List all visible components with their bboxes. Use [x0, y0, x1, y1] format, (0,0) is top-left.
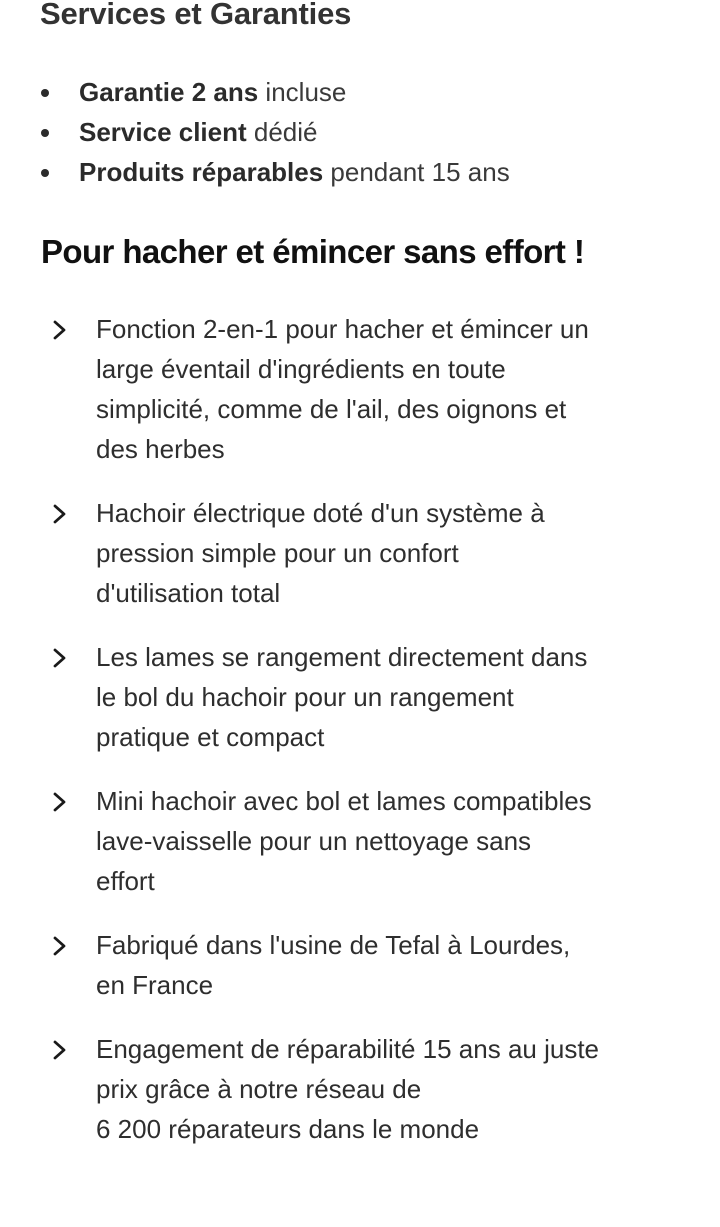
chevron-right-icon [50, 792, 70, 812]
service-item-warranty [0, 72, 720, 112]
chevron-right-icon [50, 1040, 70, 1060]
feature-line: effort [96, 866, 155, 896]
feature-line: Hachoir électrique doté d'un système à [96, 498, 545, 528]
bullet-dot-icon [41, 129, 49, 137]
chevron-right-icon [50, 936, 70, 956]
service-item-rest: pendant 15 ans [323, 157, 510, 187]
feature-line: d'utilisation total [96, 578, 281, 608]
feature-line: Les lames se rangement directement dans [96, 642, 588, 672]
feature-text [96, 1029, 686, 1149]
feature-line: prix grâce à notre réseau de [96, 1074, 422, 1104]
service-item-text [79, 72, 346, 112]
feature-line: Mini hachoir avec bol et lames compatibles [96, 786, 592, 816]
service-item-customer-service [0, 112, 720, 152]
bullet-dot-icon [41, 89, 49, 97]
feature-line: pratique et compact [96, 722, 325, 752]
feature-text [96, 781, 686, 901]
feature-line: des herbes [96, 434, 225, 464]
feature-text [96, 925, 686, 1005]
service-item-bold: Garantie 2 ans [79, 77, 259, 107]
feature-text [96, 493, 686, 613]
feature-line: Fabriqué dans l'usine de Tefal à Lourdes, [96, 930, 571, 960]
services-list [0, 72, 720, 192]
feature-line: Fonction 2-en-1 pour hacher et émincer un [96, 314, 589, 344]
feature-line: pression simple pour un confort [96, 538, 459, 568]
service-item-rest: dédié [246, 117, 318, 147]
chevron-right-icon [50, 504, 70, 524]
feature-line: en France [96, 970, 214, 1000]
service-item-bold: Produits réparables [79, 157, 324, 187]
feature-line: Engagement de réparabilité 15 ans au juste [96, 1034, 600, 1064]
chevron-right-icon [50, 648, 70, 668]
service-item-bold: Service client [79, 117, 247, 147]
chevron-right-icon [50, 320, 70, 340]
feature-text [96, 309, 686, 469]
feature-line: lave-vaisselle pour un nettoyage sans [96, 826, 532, 856]
services-title: Services et Garanties [40, 0, 352, 31]
features-title: Pour hacher et émincer sans effort ! [41, 233, 585, 270]
feature-line: le bol du hachoir pour un rangement [96, 682, 514, 712]
service-item-repairable [0, 152, 720, 192]
service-item-rest: incluse [258, 77, 347, 107]
feature-line: 6 200 réparateurs dans le monde [96, 1114, 480, 1144]
feature-text [96, 637, 686, 757]
feature-line: simplicité, comme de l'ail, des oignons et [96, 394, 567, 424]
service-item-text [79, 112, 318, 152]
bullet-dot-icon [41, 169, 49, 177]
service-item-text [79, 152, 510, 192]
feature-line: large éventail d'ingrédients en toute [96, 354, 506, 384]
